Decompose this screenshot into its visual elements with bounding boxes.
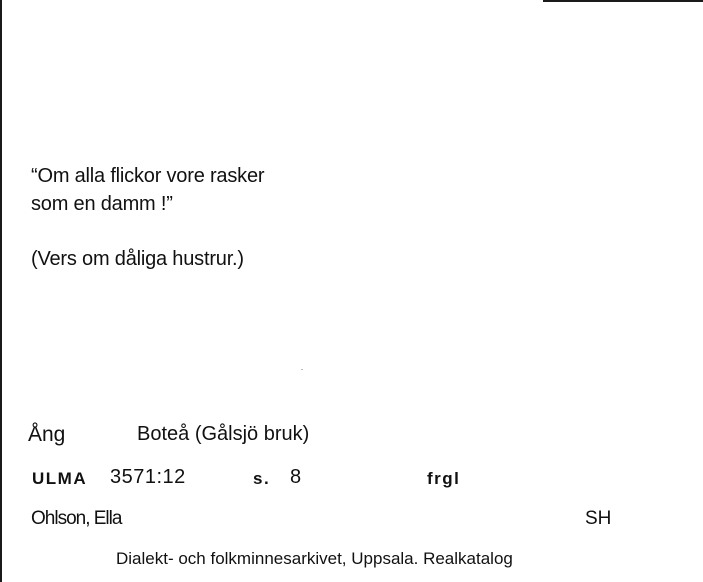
quote-line-2: som en damm !” [31,193,173,215]
card-top-border [543,0,703,2]
archive-footer: Dialekt- och folkminnesarkivet, Uppsala. Realkatalog [116,549,513,568]
paper-speck [301,369,303,370]
page-number: 8 [290,466,302,488]
card-left-border [0,0,2,582]
parish-label: Ång [28,423,66,446]
place-name: Boteå (Gålsjö bruk) [137,423,310,445]
recorder-initials: SH [585,508,612,529]
archive-number: 3571:12 [110,466,186,488]
category-code: frgl [427,469,461,488]
informant-name: Ohlson, Ella [31,508,122,529]
verse-note: (Vers om dåliga hustrur.) [31,248,244,270]
archive-label: ULMA [32,469,88,488]
page-label: s. [253,469,271,488]
quote-line-1: “Om alla flickor vore rasker [31,165,265,187]
